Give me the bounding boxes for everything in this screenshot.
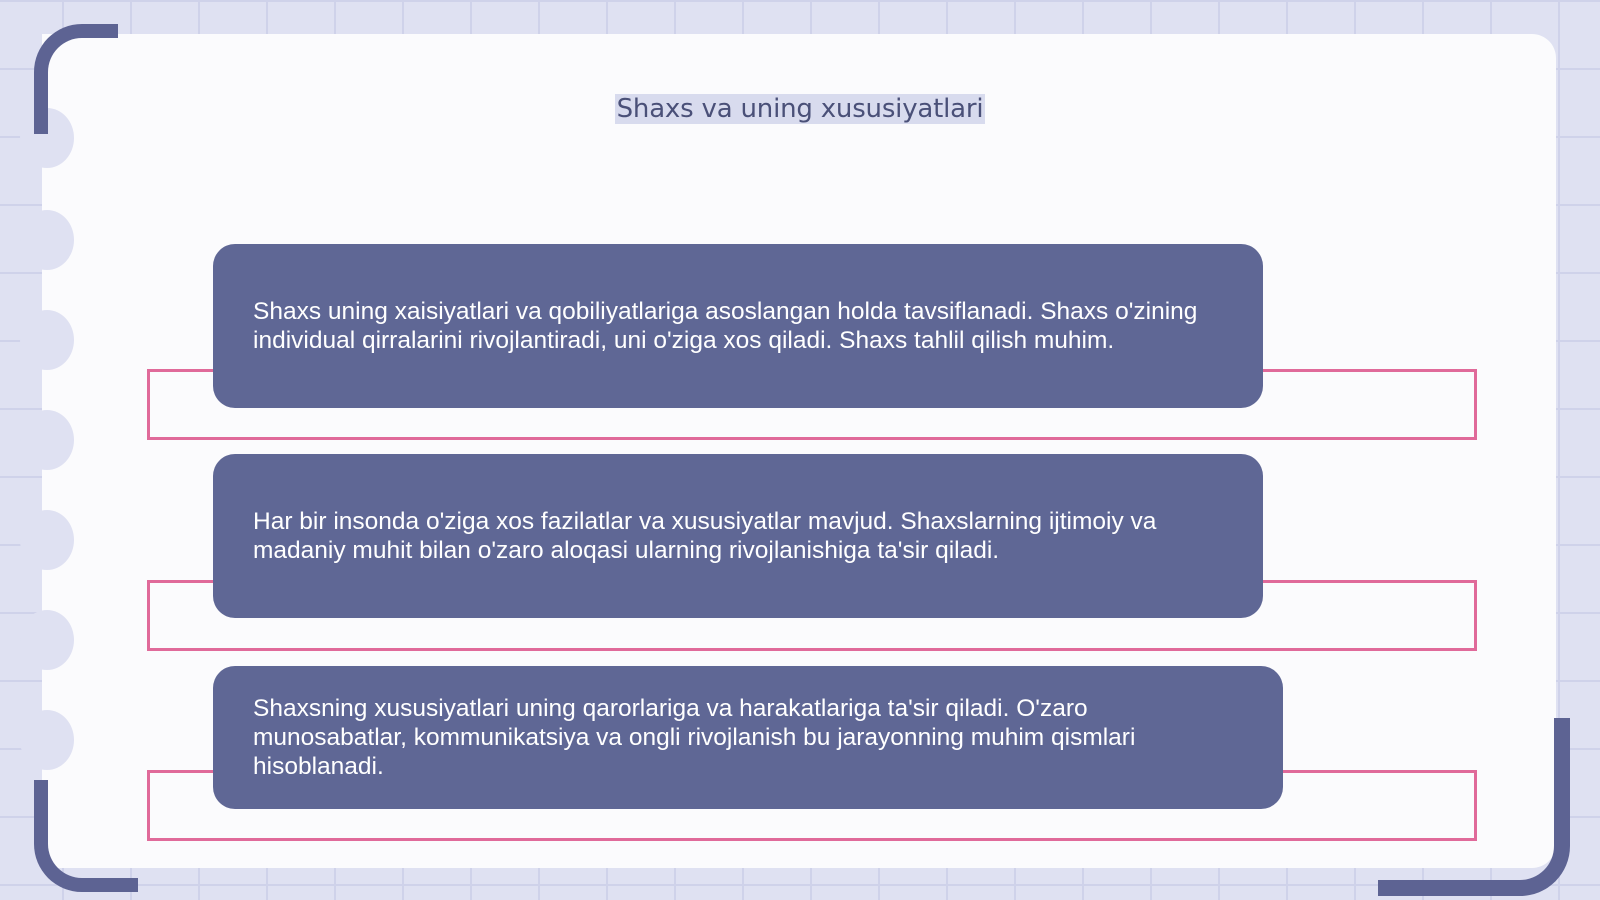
- info-card-2: [213, 454, 1263, 618]
- paper-scallop: [20, 210, 74, 270]
- paper-scallop: [20, 310, 74, 370]
- info-card-text: Shaxs uning xaisiyatlari va qobiliyatlariga asoslangan holda tavsiflanadi. Shaxs o'zining individual qirralarini rivojlantiradi, uni o'ziga xos qiladi. Shaxs tahlil qilish muhim.: [253, 298, 1198, 354]
- slide-title: [0, 94, 1600, 124]
- info-card-3: [213, 666, 1283, 809]
- info-card-1: [213, 244, 1263, 408]
- info-card-text: Shaxsning xususiyatlari uning qarorlariga va harakatlariga ta'sir qiladi. O'zaro munosabatlar, kommunikatsiya va ongli rivojlanish bu jarayonning muhim qismlari hisoblanadi.: [253, 695, 1136, 780]
- info-card-text: Har bir insonda o'ziga xos fazilatlar va xususiyatlar mavjud. Shaxslarning ijtimoiy va madaniy muhit bilan o'zaro aloqasi ularning rivojlanishiga ta'sir qiladi.: [253, 508, 1157, 564]
- paper-scallop: [20, 410, 74, 470]
- slide-title-text: Shaxs va uning xususiyatlari: [616, 94, 984, 124]
- corner-bracket-bottom-left: [34, 780, 138, 892]
- paper-scallop: [20, 610, 74, 670]
- paper-scallop: [20, 710, 74, 770]
- paper-scallop: [20, 510, 74, 570]
